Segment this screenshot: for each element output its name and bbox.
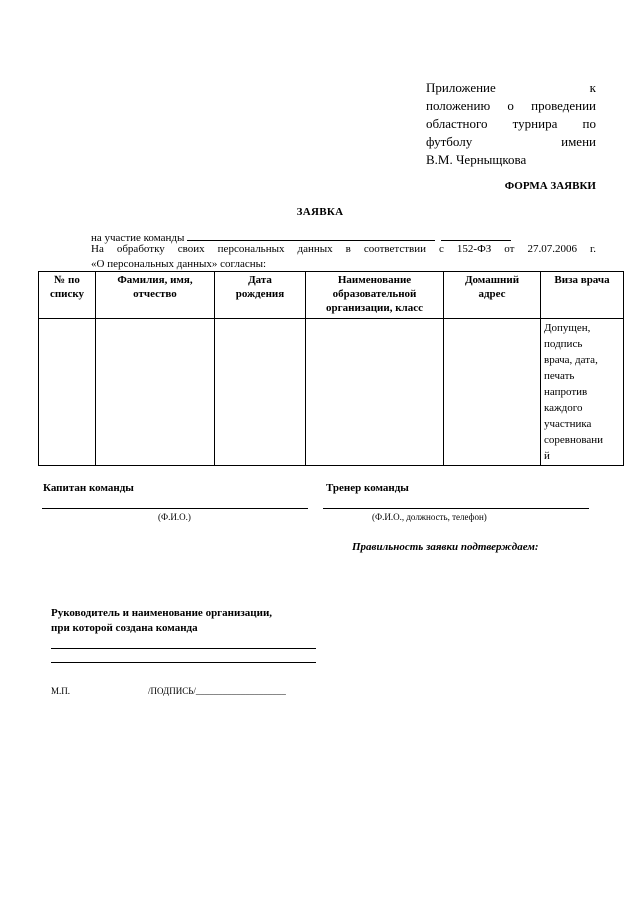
- header-home-address: Домашний адрес: [444, 272, 541, 319]
- form-title: ФОРМА ЗАЯВКИ: [504, 180, 596, 192]
- captain-label: Капитан команды: [43, 482, 134, 494]
- organization-line-2[interactable]: [51, 662, 316, 663]
- cell-full-name[interactable]: [96, 319, 215, 466]
- signature-field[interactable]: /ПОДПИСЬ/____________________: [148, 686, 286, 696]
- captain-signature-line[interactable]: [42, 508, 308, 509]
- cell-home-address[interactable]: [444, 319, 541, 466]
- appendix-line: футболу имени: [426, 134, 596, 149]
- organization-line[interactable]: [51, 648, 316, 649]
- coach-label: Тренер команды: [326, 482, 409, 494]
- header-organization: Наименование образовательной организации, класс: [306, 272, 444, 319]
- coach-caption: (Ф.И.О., должность, телефон): [372, 512, 487, 522]
- appendix-line: В.М. Черныщкова: [426, 152, 527, 167]
- captain-caption: (Ф.И.О.): [158, 512, 191, 522]
- confirmation-text: Правильность заявки подтверждаем:: [352, 541, 539, 553]
- header-birth-date: Дата рождения: [215, 272, 306, 319]
- cell-birth-date[interactable]: [215, 319, 306, 466]
- team-name-blank-end[interactable]: [441, 230, 511, 241]
- organization-head-label: Руководитель и наименование организации, при которой создана команда: [51, 607, 273, 634]
- cell-organization[interactable]: [306, 319, 444, 466]
- appendix-note: [426, 79, 596, 169]
- header-number: № по списку: [39, 272, 96, 319]
- consent-line-2: «О персональных данных» согласны:: [91, 258, 267, 270]
- coach-signature-line[interactable]: [323, 508, 589, 509]
- stamp-label: М.П.: [51, 686, 71, 696]
- header-full-name: Фамилия, имя, отчество: [96, 272, 215, 319]
- consent-line: На обработку своих персональных данных в соответствии с 152-ФЗ от 27.07.2006 г.: [91, 243, 596, 255]
- cell-number[interactable]: [39, 319, 96, 466]
- table-header-row: [39, 272, 624, 319]
- appendix-line: положению о проведении: [426, 98, 596, 113]
- header-doctor-visa: Виза врача: [541, 272, 624, 319]
- document-title: ЗАЯВКА: [296, 206, 344, 218]
- team-line: [91, 230, 596, 244]
- registration-table: [38, 271, 624, 466]
- appendix-line: областного турнира по: [426, 116, 596, 131]
- team-label: на участие команды: [91, 232, 185, 244]
- cell-doctor-visa: Допущен, подпись врача, дата, печать напротив каждого участника соревновани й: [541, 319, 624, 466]
- table-row: [39, 319, 624, 466]
- team-name-blank[interactable]: [187, 230, 435, 241]
- appendix-line: Приложение к: [426, 80, 596, 95]
